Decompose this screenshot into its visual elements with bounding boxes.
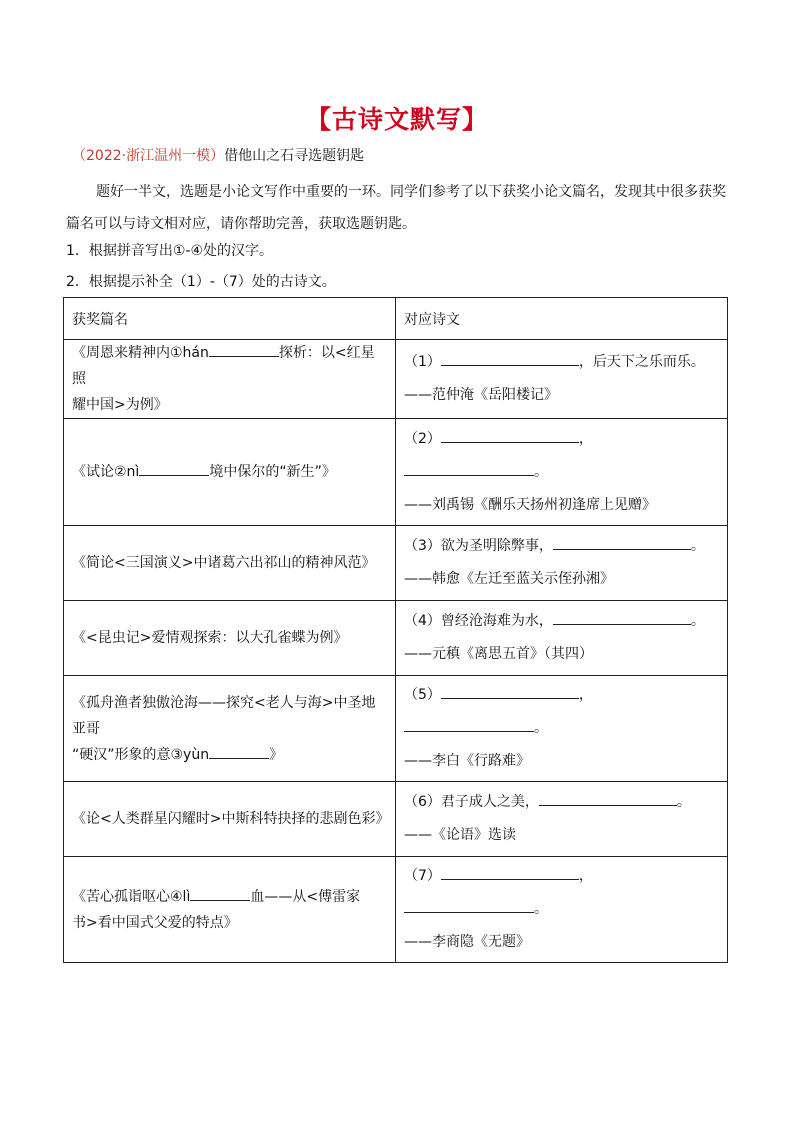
poem-text: ， xyxy=(578,430,593,447)
title-text: 探析：以<红星照 xyxy=(72,345,375,387)
question-1: 1．根据拼音写出①-④处的汉字。 xyxy=(66,243,274,259)
poem-cell xyxy=(396,676,728,782)
exam-source: （2022·浙江温州一模） xyxy=(72,148,225,164)
poem-source: ——刘禹锡《酬乐天扬州初逢席上见赠》 xyxy=(404,496,656,513)
poem-label: （2） xyxy=(404,430,441,447)
award-title-cell xyxy=(64,782,396,857)
table-row xyxy=(64,526,728,601)
table-row xyxy=(64,857,728,963)
poem-label: （7） xyxy=(404,868,441,884)
title-text: 《论<人类群星闪耀时>中斯科特抉择的悲剧色彩》 xyxy=(72,811,390,827)
answer-blank[interactable] xyxy=(441,865,579,880)
header-poem: 对应诗文 xyxy=(396,298,728,340)
table-row xyxy=(64,676,728,782)
award-title-cell xyxy=(64,526,396,601)
poem-cell xyxy=(396,857,728,963)
answer-blank[interactable] xyxy=(404,461,534,476)
title-text: 《孤舟渔者独傲沧海——探究<老人与海>中圣地亚哥 xyxy=(72,694,376,737)
answer-blank[interactable] xyxy=(209,744,269,759)
answer-blank[interactable] xyxy=(553,535,691,550)
title-text: 《<昆虫记>爱情观探索：以大孔雀蝶为例》 xyxy=(72,630,348,646)
table-row xyxy=(64,419,728,526)
answer-blank[interactable] xyxy=(190,886,250,901)
question-2: 2．根据提示补全（1）-（7）处的古诗文。 xyxy=(66,274,336,290)
poem-text: （4）曾经沧海难为水， xyxy=(404,613,553,629)
answer-blank[interactable] xyxy=(553,610,691,625)
award-title-cell xyxy=(64,601,396,676)
poem-text: 。 xyxy=(534,720,548,736)
award-title-cell xyxy=(64,419,396,526)
poem-cell xyxy=(396,601,728,676)
poem-text: （3）欲为圣明除弊事， xyxy=(404,538,553,554)
poem-text: 。 xyxy=(690,538,705,554)
poem-cell xyxy=(396,340,728,419)
award-title-cell xyxy=(64,340,396,419)
answer-blank[interactable] xyxy=(404,717,534,732)
title-text: 《简论<三国演义>中诸葛六出祁山的精神风范》 xyxy=(72,555,376,571)
title-text: 》 xyxy=(269,746,284,763)
title-text: 《周恩来精神内①hán xyxy=(72,345,209,361)
poem-text: 。 xyxy=(534,901,548,917)
poem-source: ——范仲淹《岳阳楼记》 xyxy=(404,387,558,403)
title-text: 《苦心孤诣呕心④lì xyxy=(72,888,191,905)
title-text: 书>看中国式父爱的特点》 xyxy=(72,914,238,931)
award-title-cell xyxy=(64,857,396,963)
table-row xyxy=(64,601,728,676)
header-award-title: 获奖篇名 xyxy=(64,298,396,340)
poem-text: ，后天下之乐而乐。 xyxy=(578,354,705,370)
poem-label: （5） xyxy=(404,687,441,703)
poem-text: 。 xyxy=(534,463,548,480)
title-text: 血——从<傅雷家 xyxy=(250,888,361,905)
poem-text: ， xyxy=(578,868,593,884)
title-text: 境中保尔的“新生”》 xyxy=(209,464,336,480)
title-text: “硬汉”形象的意③yùn xyxy=(72,746,210,763)
answer-blank[interactable] xyxy=(209,342,279,357)
poem-source: ——李白《行路难》 xyxy=(404,753,530,769)
poem-source: ——《论语》选读 xyxy=(404,827,516,843)
award-title-cell xyxy=(64,676,396,782)
table-header-row xyxy=(64,298,728,340)
poem-text: （6）君子成人之美， xyxy=(404,794,539,810)
poem-text: 。 xyxy=(676,794,691,810)
intro-paragraph: 题好一半文，选题是小论文写作中重要的一环。同学们参考了以下获奖小论文篇名，发现其中很多获奖篇名可以与诗文相对应，请你帮助完善，获取选题钥匙。 xyxy=(66,184,726,232)
table-row xyxy=(64,340,728,419)
title-text: 《试论②nì xyxy=(72,464,140,480)
poem-text: ， xyxy=(578,687,593,703)
title-text: 耀中国>为例》 xyxy=(72,397,168,413)
poem-source: ——元稹《离思五首》（其四） xyxy=(404,646,593,662)
poem-cell xyxy=(396,782,728,857)
poem-source: ——韩愈《左迁至蓝关示侄孙湘》 xyxy=(404,571,614,587)
answer-blank[interactable] xyxy=(139,461,209,476)
poem-text: 。 xyxy=(690,613,705,629)
answer-table xyxy=(63,297,728,963)
answer-blank[interactable] xyxy=(404,898,534,913)
poem-source: ——李商隐《无题》 xyxy=(404,934,530,950)
answer-blank[interactable] xyxy=(441,428,579,443)
poem-cell xyxy=(396,419,728,526)
answer-blank[interactable] xyxy=(539,791,677,806)
source-heading xyxy=(72,145,364,165)
page-title: 【古诗文默写】 xyxy=(305,105,488,134)
section-heading: 借他山之石寻选题钥匙 xyxy=(224,148,365,164)
answer-blank[interactable] xyxy=(441,351,579,366)
answer-blank[interactable] xyxy=(441,684,579,699)
poem-cell xyxy=(396,526,728,601)
poem-label: （1） xyxy=(404,354,441,370)
table-row xyxy=(64,782,728,857)
